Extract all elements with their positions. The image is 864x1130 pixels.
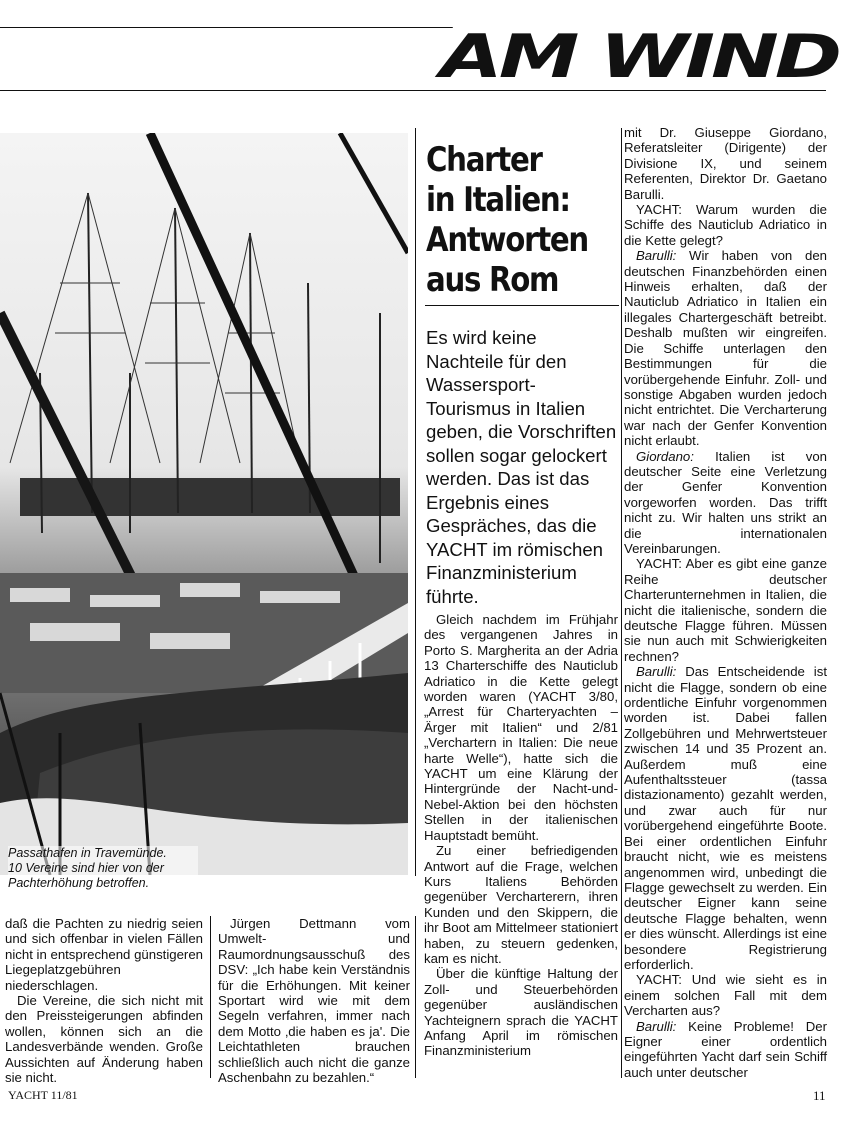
body-paragraph	[624, 248, 827, 448]
body-paragraph	[624, 449, 827, 557]
body-paragraph	[424, 843, 618, 966]
body-paragraph	[624, 972, 827, 1018]
banner-title: AM WIND	[434, 25, 840, 83]
body-paragraph	[424, 612, 618, 843]
headline-underline	[425, 305, 619, 306]
speaker-name: Barulli:	[636, 1018, 677, 1034]
paragraph-text: Zu einer befriedigenden Antwort auf die Frage, welchen Kurs Italiens Behörden gegenüber Vercharterern, ihren Kunden und den Skippern, die ihr Boot am Mittelmeer stationiert haben, zu steuern gedenken, kam es nicht.	[424, 843, 618, 966]
paragraph-text: mit Dr. Giuseppe Giordano, Referatsleiter (Dirigente) der Divisione IX, und seinem Referenten, Direktor Dr. Gaetano Barulli.	[624, 125, 827, 202]
text-column-2	[218, 916, 410, 1085]
paragraph-text: YACHT: Aber es gibt eine ganze Reihe deutscher Charterunternehmen in Italien, die nicht die italienische, sondern die deutsche Flagge führen. Müssen sie nun auch mit Schwierigkeiten rechnen?	[624, 556, 827, 664]
text-column-1	[5, 916, 203, 1085]
harbor-photo	[0, 133, 408, 875]
column-rule	[210, 916, 211, 1078]
body-paragraph	[5, 916, 203, 993]
page-number: 11	[813, 1088, 826, 1103]
headline-line: in Italien:	[426, 180, 570, 220]
paragraph-text: daß die Pachten zu niedrig seien und sich offenbar in vielen Fällen nicht in entsprechend günstigeren Liegeplatzgebühren niederschlagen.	[5, 916, 203, 993]
photo-caption	[8, 846, 198, 891]
speaker-name: Barulli:	[636, 664, 677, 680]
body-paragraph	[624, 125, 827, 202]
body-paragraph	[624, 556, 827, 664]
speaker-name: Giordano:	[636, 448, 694, 464]
column-rule	[415, 916, 416, 1078]
paragraph-text: YACHT: Warum wurden die Schiffe des Nauticlub Adriatico in die Kette gelegt?	[624, 202, 827, 248]
paragraph-text: Italien ist von deutscher Seite eine Verletzung der Genfer Konvention vorgeworfen worden. Das trifft nicht zu. Wir halten uns strikt an die internationalen Vereinbarungen.	[624, 448, 827, 556]
headline-line: Charter	[426, 140, 542, 180]
speaker-name: Barulli:	[636, 248, 677, 264]
body-paragraph	[5, 993, 203, 1085]
paragraph-text: Gleich nachdem im Frühjahr des vergangenen Jahres in Porto S. Margherita an der Adria 13 Charterschiffe des Nauticlub Adriatico in die Kette gelegt worden waren (YACHT 3/80, „Arrest für Charteryachten – Ärger mit Italien“ und 2/81 „Verchartern in Italien: Die neue harte Welle“), hatte sich die YACHT um eine Klärung der Hintergründe der Nacht-und-Nebel-Aktion bei den höchsten Stellen in der italienischen Hauptstadt bemüht.	[424, 612, 618, 843]
headline-line: Antworten	[426, 220, 588, 260]
article-lead: Es wird keine Nachteile für den Wassersport-Tourismus in Italien geben, die Vorschriften sollen sogar gelockert werden. Das ist das Ergebnis eines Gespräches, das die YACHT im römischen Finanzministerium führte.	[426, 327, 617, 607]
headline-line: aus Rom	[426, 260, 559, 300]
paragraph-text: Keine Probleme! Der Eigner einer ordentlich eingeführten Yacht darf sein Schiff auch unter deutscher	[624, 1018, 827, 1080]
body-paragraph	[424, 966, 618, 1058]
body-paragraph	[624, 664, 827, 972]
column-rule	[415, 128, 416, 876]
paragraph-text: Über die künftige Haltung der Zoll- und Steuerbehörden gegenüber ausländischen Yachteignern sprach die YACHT Anfang April im römischen Finanzministerium	[424, 966, 618, 1059]
column-rule	[621, 128, 622, 1078]
body-paragraph	[218, 916, 410, 1085]
paragraph-text: Jürgen Dettmann vom Umwelt- und Raumordnungsausschuß des DSV: „Ich habe kein Verständnis für die Erhöhungen. Mit keiner Sportart wird wie mit dem Segeln verfahren, immer nach dem Motto ‚die haben es ja'. Die Leichtathleten brauchen schließlich auch nicht die ganze Aschenbahn zu bezahlen.“	[218, 916, 410, 1086]
body-paragraph	[624, 1019, 827, 1081]
header-rule	[0, 90, 826, 91]
caption-line: Passathafen in Travemünde.	[8, 846, 198, 861]
paragraph-text: Wir haben von den deutschen Finanzbehörden einen Hinweis erhalten, daß der Nauticlub Adriatico in Italien ein illegales Chartergeschäft betreibt. Deshalb mußten wir eingreifen. Die Schiffe unterlagen den Bestimmungen für die vorübergehende Einfuhr. Zoll- und sonstige Abgaben wurden jedoch nicht entrichtet. Die Vercharterung war nach der Genfer Konvention nicht erlaubt.	[624, 248, 827, 449]
paragraph-text: YACHT: Und wie sieht es in einem solchen Fall mit dem Vercharten aus?	[624, 972, 827, 1019]
caption-line: Pachterhöhung betroffen.	[8, 876, 198, 891]
section-banner	[426, 25, 864, 83]
issue-label: YACHT 11/81	[8, 1088, 78, 1102]
caption-line: 10 Vereine sind hier von der	[8, 861, 198, 876]
text-column-3	[424, 612, 618, 1059]
paragraph-text: Die Vereine, die sich nicht mit den Preissteigerungen abfinden wollen, können sich an die Landesverbände wenden. Große Aussichten auf Änderung haben sie nicht.	[5, 993, 203, 1086]
paragraph-text: Das Entscheidende ist nicht die Flagge, sondern ob eine ordentliche Einfuhr vorgenommen worden ist. Dabei fallen Zollgebühren und Mehrwertsteuer zwischen 14 und 35 Prozent an. Außerdem muß eine Aufenthaltssteuer (tassa distazionamento) gezahlt werden, und zwar auch für nur vorübergehend eingeführte Boote. Bei einer ordentlichen Einfuhr braucht nicht, wie es meistens angenommen wird, unbedingt die Flagge gewechselt zu werden. Ein deutscher Eigner kann seine deutsche Flagge behalten, wenn er dies wünscht. Allerdings ist eine besondere Registrierung erforderlich.	[624, 664, 827, 972]
body-paragraph	[624, 202, 827, 248]
article-headline	[426, 140, 598, 300]
text-column-4	[624, 125, 827, 1080]
